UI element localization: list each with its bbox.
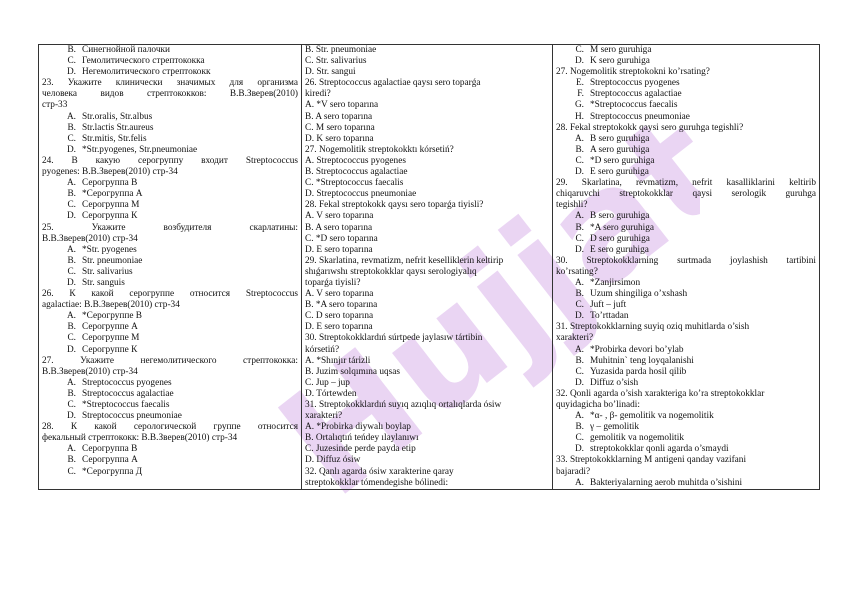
option-marker: B. (67, 255, 76, 266)
option-marker: A. (574, 411, 584, 422)
answer-option (556, 234, 816, 245)
text-line: D. E sero toparına (305, 322, 373, 333)
text-line: 28. Fekal streptokokk qaysı sero toparǵa tiyisli? (305, 200, 484, 211)
option-text: To’rttadan (590, 311, 629, 322)
option-text: *Probirka devori bo’ylab (590, 344, 684, 355)
answer-option (42, 322, 298, 333)
option-marker: C. (575, 433, 584, 444)
option-text: *Str. pyogenes (82, 244, 137, 255)
text-line: C. Juzesinde perde payda etip (305, 444, 416, 455)
list-item (42, 45, 298, 56)
option-text: Str.mitis, Str.felis (82, 133, 147, 144)
option-text: Str.oralis, Str.albus (82, 111, 153, 122)
question-text: В.В.Зверев(2010) стр-34 (42, 233, 138, 244)
option-text: D sero guruhiga (590, 233, 650, 244)
option-marker: C. (67, 133, 76, 144)
question-text: фекальный стрептококк: В.В.Зверев(2010) стр-34 (42, 433, 238, 444)
option-text: Streptococcus agalactiae (590, 89, 682, 100)
option-marker: H. (574, 111, 584, 122)
answer-option (42, 145, 298, 156)
option-marker: A. (66, 444, 76, 455)
option-text: Streptococcus pneumoniae (82, 411, 182, 422)
text-line: 32. Qanlı agarda ósiw xarakterine qaray (305, 466, 454, 477)
option-marker: C. (67, 56, 76, 67)
option-marker: D. (66, 211, 76, 222)
answer-option (556, 433, 816, 444)
answer-option (42, 411, 298, 422)
answer-option (556, 345, 816, 356)
question-text: В.В.Зверев(2010) стр-34 (42, 366, 138, 377)
option-text: E sero guruhiga (590, 167, 649, 178)
option-text: *Streptococcus faecalis (590, 100, 678, 111)
text-line: toparǵa tiyisli? (305, 277, 361, 288)
question-text: 28. Fekal streptokokk qaysi sero guruhga tegishli? (556, 122, 744, 133)
option-marker: A. (574, 133, 584, 144)
option-marker: B. (67, 45, 76, 55)
text-line: kórsetiń? (305, 344, 340, 355)
option-marker: D. (574, 311, 584, 322)
watermark-text: Hujjat (249, 80, 700, 500)
question-table (38, 44, 820, 490)
answer-option (556, 211, 816, 222)
list-item (42, 56, 298, 67)
option-text: Streptococcus pneumoniae (590, 111, 690, 122)
text-line: shıǵarıwshı streptokokklar qaysı serologiyalıq (305, 266, 477, 277)
answer-option (42, 211, 298, 222)
question-text: 28. К какой серологической группе относится (42, 422, 298, 433)
option-text: *Серогруппе В (82, 311, 142, 322)
answer-option (556, 156, 816, 167)
answer-option (42, 112, 298, 123)
option-marker: F. (577, 89, 584, 100)
option-text: Серогруппа В (82, 444, 138, 455)
option-text: *Str.pyogenes, Str.pneumoniae (82, 144, 198, 155)
text-line: B. Juzim solqımına uqsas (305, 366, 401, 377)
text-line: D. K sero toparına (305, 133, 374, 144)
answer-option (556, 478, 816, 489)
question-text: 27. Укажите негемолитического стрептококка: (42, 355, 298, 366)
text-line: A. V sero toparına (305, 289, 374, 300)
option-marker: A. (574, 477, 584, 488)
option-text: *Streptococcus faecalis (82, 400, 170, 410)
question-text: bajaradi? (556, 466, 591, 477)
list-item (556, 56, 816, 67)
text-line: B. A sero toparına (305, 111, 373, 122)
question-text: 23. Укажите клинически значимых для организма (42, 78, 298, 89)
question-text: стр-33 (42, 100, 68, 111)
answer-option (42, 400, 298, 411)
text-line: A. *Probirka diywalı boylap (305, 422, 411, 433)
answer-option (556, 223, 816, 234)
option-text: Серогруппе А (82, 322, 138, 333)
option-marker: A. (66, 178, 76, 189)
column-russian (39, 45, 302, 490)
option-marker: B. (575, 144, 584, 155)
option-text: Str. salivarius (82, 266, 133, 277)
option-text: B sero guruhiga (590, 133, 650, 144)
question-text: ko’rsating? (556, 266, 598, 277)
option-text: Негемолитического стрептококк (82, 67, 211, 78)
option-text: Серогруппа К (82, 211, 138, 222)
text-line: D. Diffuz ósiw (305, 455, 361, 466)
option-text: Str. pneumoniae (82, 255, 143, 266)
option-text: streptokokklar qonli agarda o’smaydi (590, 444, 729, 455)
answer-option (556, 278, 816, 289)
text-line: D. Str. sangui (305, 67, 356, 78)
answer-option (556, 78, 816, 89)
option-text: *Zanjirsimon (590, 277, 641, 288)
option-text: Streptococcus pyogenes (590, 78, 680, 89)
option-marker: C. (67, 466, 76, 477)
option-marker: D. (66, 411, 76, 422)
option-marker: A. (574, 277, 584, 288)
question-text: pyogenes: В.В.Зверев(2010) стр-34 (42, 167, 178, 178)
option-text: Yuzasida parda hosil qilib (590, 366, 687, 377)
column-karakalpak (302, 45, 553, 490)
text-line: C. D sero toparına (305, 311, 374, 322)
answer-option (556, 356, 816, 367)
option-text: *D sero guruhiga (590, 155, 655, 166)
question-text: 25. Укажите возбудителя скарлатины: (42, 222, 298, 233)
text-line: D. Streptococcus pneumoniae (305, 189, 417, 200)
question-text: xarakteri? (556, 333, 594, 344)
option-marker: B. (67, 322, 76, 333)
text-line: C. *D sero toparına (305, 233, 378, 244)
option-marker: A. (66, 111, 76, 122)
answer-option (42, 245, 298, 256)
option-marker: D. (574, 56, 584, 67)
answer-option (42, 389, 298, 400)
option-text: Серогруппа В (82, 178, 138, 189)
text-line: C. M sero toparına (305, 122, 375, 133)
option-marker: B. (575, 222, 584, 233)
answer-option (556, 411, 816, 422)
option-marker: D. (574, 444, 584, 455)
option-marker: B. (575, 355, 584, 366)
text-line: 31. Streptokokklardıń suyıq azıqlıq ortalıqlarda ósiw (305, 400, 502, 410)
text-line: D. E sero toparına (305, 244, 373, 255)
option-text: Muhitnin` teng loyqalanishi (590, 355, 694, 366)
option-marker: B. (575, 422, 584, 433)
option-text: Streptococcus agalactiae (82, 388, 174, 399)
text-line: streptokokklar tómendegishe bólinedi: (305, 477, 449, 488)
answer-option (42, 178, 298, 189)
option-text: Str.lactis Str.aureus (82, 122, 154, 133)
option-text: Гемолитического стрептококка (82, 56, 205, 67)
option-marker: B. (67, 189, 76, 200)
option-marker: A. (574, 211, 584, 222)
option-marker: C. (575, 155, 584, 166)
option-marker: D. (574, 377, 584, 388)
question-text: 31. Streptokokklarning suyiq oziq muhitlarda o’sish (556, 322, 750, 333)
question-text: 26. К какой серогруппе относится Streptococcus (42, 289, 298, 300)
option-text: K sero guruhiga (590, 56, 650, 67)
question-text: 32. Qonli agarda o’sish xarakteriga ko’ra streptokokklar (556, 388, 765, 399)
text-line: A. Streptococcus pyogenes (305, 155, 406, 166)
list-item (42, 67, 298, 78)
option-marker: C. (67, 200, 76, 211)
answer-option (42, 467, 298, 478)
answer-option (556, 100, 816, 111)
answer-option (42, 123, 298, 134)
option-marker: D. (66, 277, 76, 288)
answer-option (556, 300, 816, 311)
answer-option (42, 278, 298, 289)
text-line: B. Str. pneumoniae (305, 45, 377, 55)
answer-option (42, 444, 298, 455)
option-text: Uzum shingiliga o’xshash (590, 289, 688, 300)
option-text: Juft – juft (590, 300, 627, 311)
option-marker: E. (575, 78, 584, 89)
text-line: kiredi? (305, 89, 331, 100)
option-text: B sero guruhiga (590, 211, 650, 222)
text-line: A. *Shınjır tárizli (305, 355, 371, 366)
option-text: Синегнойной палочки (82, 45, 171, 55)
option-marker: B. (67, 455, 76, 466)
table-row (39, 45, 820, 490)
text-line: 26. Streptococcus agalactiae qaysı sero toparǵa (305, 78, 481, 89)
answer-option (556, 134, 816, 145)
option-marker: B. (67, 122, 76, 133)
option-text: *Серогруппа Д (82, 466, 143, 477)
answer-option (556, 245, 816, 256)
option-text: Streptococcus pyogenes (82, 377, 172, 388)
option-text: Str. sanguis (82, 277, 125, 288)
text-line: 29. Skarlatina, revmatizm, nefrit keselliklerin keltirip (305, 255, 504, 266)
answer-option (42, 134, 298, 145)
text-line: C. Jup – jup (305, 377, 350, 388)
option-text: E sero guruhiga (590, 244, 649, 255)
question-text: quyidagicha bo’linadi: (556, 400, 640, 410)
option-text: Bakteriyalarning aerob muhitda o’sishini (590, 477, 743, 488)
answer-option (42, 455, 298, 466)
question-text: 27. Nogemolitik streptokokni ko’rsating? (556, 67, 710, 78)
answer-option (556, 444, 816, 455)
option-text: A sero guruhiga (590, 144, 650, 155)
answer-option (556, 145, 816, 156)
answer-option (556, 378, 816, 389)
option-text: Серогруппе К (82, 344, 138, 355)
option-marker: D. (574, 244, 584, 255)
option-text: gemolitik va nogemolitik (590, 433, 684, 444)
option-marker: D. (66, 67, 76, 78)
text-line: A. *V sero toparına (305, 100, 379, 111)
option-text: *α- , β- gemolitik va nogemolitik (590, 411, 714, 422)
column-uzbek (553, 45, 820, 490)
answer-option (42, 267, 298, 278)
question-text: 24. В какую серогруппу входит Streptococcus (42, 155, 298, 166)
option-text: γ – gemolitik (590, 422, 640, 433)
answer-option (556, 289, 816, 300)
text-line: 27. Nogemolitik streptokokktı kórsetiń? (305, 144, 454, 155)
option-marker: B. (67, 388, 76, 399)
option-marker: C. (575, 233, 584, 244)
option-marker: C. (67, 266, 76, 277)
option-marker: C. (575, 45, 584, 55)
answer-option (42, 256, 298, 267)
text-line: xarakteri? (305, 411, 343, 422)
text-line: B. Streptococcus agalactiae (305, 167, 408, 178)
question-text: 30. Streptokokklarning surtmada joylashish tartibini (556, 255, 816, 266)
text-line: B. A sero toparına (305, 222, 373, 233)
answer-option (42, 345, 298, 356)
text-line: 30. Streptokokklardıń súrtpede jaylasıw tártibin (305, 333, 483, 344)
option-marker: A. (66, 311, 76, 322)
option-marker: D. (66, 144, 76, 155)
option-marker: C. (575, 366, 584, 377)
answer-option (42, 333, 298, 344)
option-marker: C. (575, 300, 584, 311)
answer-option (42, 378, 298, 389)
answer-option (42, 189, 298, 200)
text-line: B. Ortalıqtıń teńdey ılaylanıwı (305, 433, 419, 444)
option-text: *A sero guruhiga (590, 222, 655, 233)
text-line: B. *A sero toparına (305, 300, 378, 311)
option-text: Серогруппа А (82, 455, 138, 466)
question-text: chiqaruvchi streptokokklar qaysi serologik guruhga (556, 189, 816, 200)
option-marker: C. (67, 333, 76, 344)
option-marker: G. (574, 100, 584, 111)
option-marker: B. (575, 289, 584, 300)
option-text: Серогруппа М (82, 200, 140, 211)
answer-option (556, 89, 816, 100)
text-line: C. *Streptococcus faecalis (305, 178, 404, 189)
question-text: человека видов стрептококков: В.В.Зверев(2010) (42, 89, 298, 100)
option-text: *Серогруппа А (82, 189, 143, 200)
answer-option (42, 311, 298, 322)
question-text: agalactiae: В.В.Зверев(2010) стр-34 (42, 300, 180, 311)
question-text: tegishli? (556, 200, 588, 211)
option-marker: D. (574, 167, 584, 178)
text-line: D. Tórtewden (305, 388, 357, 399)
option-marker: A. (66, 377, 76, 388)
answer-option (556, 167, 816, 178)
option-marker: A. (574, 344, 584, 355)
option-text: Серогруппе М (82, 333, 140, 344)
answer-option (556, 422, 816, 433)
option-text: M sero guruhiga (590, 45, 652, 55)
answer-option (556, 112, 816, 123)
list-item (556, 45, 816, 56)
option-text: Diffuz o’sish (590, 377, 639, 388)
option-marker: D. (66, 344, 76, 355)
question-text: 29. Skarlatina, revmatizm, nefrit kasalliklarini keltirib (556, 178, 816, 189)
answer-option (556, 311, 816, 322)
option-marker: A. (66, 244, 76, 255)
answer-option (42, 200, 298, 211)
option-marker: C. (67, 400, 76, 410)
question-text: 33. Streptokokklarning M antigeni qanday vazifani (556, 455, 747, 466)
answer-option (556, 367, 816, 378)
text-line: C. Str. salivarius (305, 56, 367, 67)
text-line: A. V sero toparına (305, 211, 374, 222)
